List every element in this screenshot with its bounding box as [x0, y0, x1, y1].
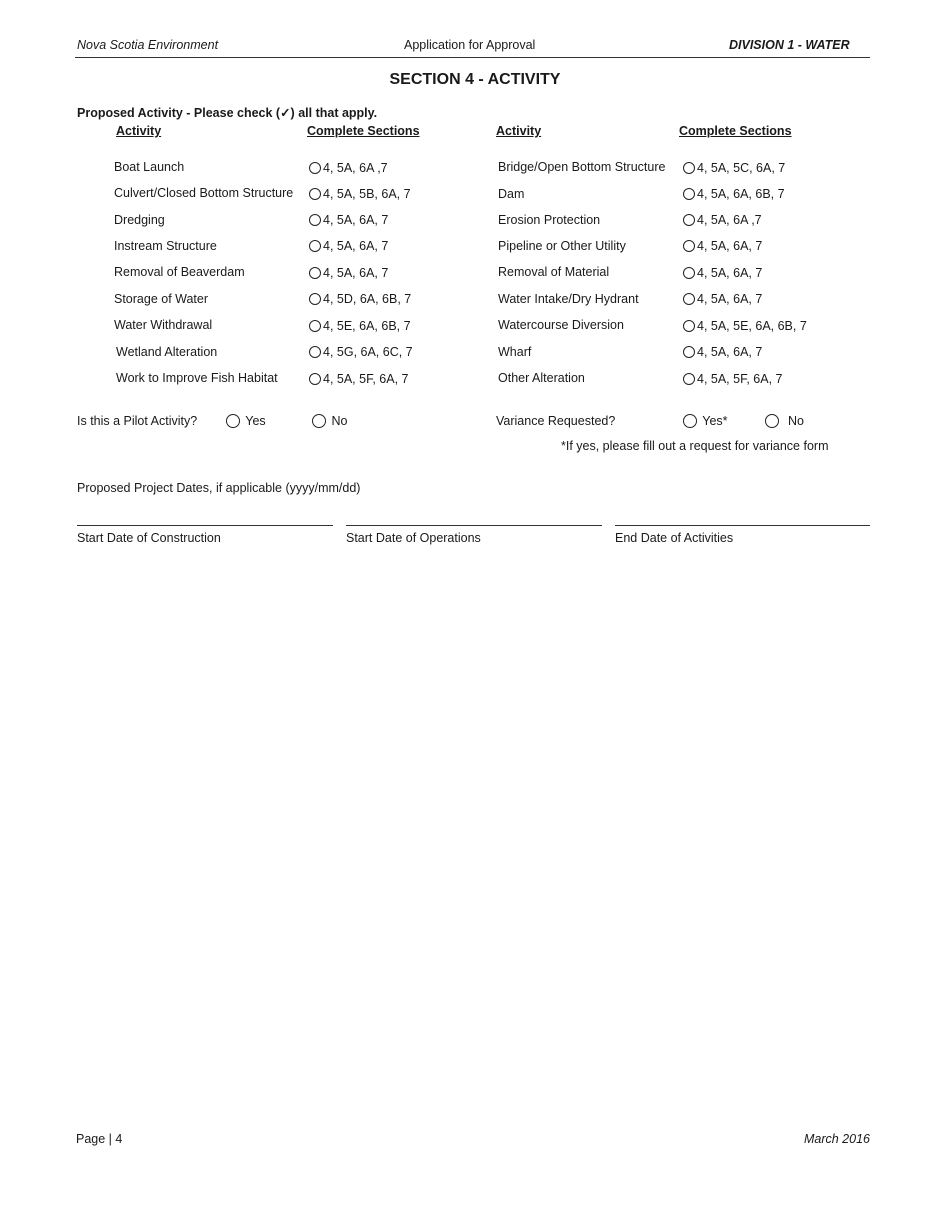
radio-button-icon[interactable]	[309, 373, 321, 385]
activity-label: Boat Launch	[114, 160, 185, 174]
activity-option[interactable]: 4, 5A, 6A, 6B, 7	[683, 187, 785, 201]
start-construction-date-field[interactable]	[77, 525, 333, 526]
activity-option[interactable]: 4, 5A, 6A, 7	[683, 292, 762, 306]
activity-option[interactable]: 4, 5A, 6A, 7	[309, 239, 388, 253]
header-divider	[75, 57, 870, 58]
activity-option[interactable]: 4, 5A, 5C, 6A, 7	[683, 161, 785, 175]
pilot-activity-question: Is this a Pilot Activity?	[77, 414, 198, 428]
variance-no-option[interactable]: No	[765, 414, 804, 428]
radio-button-icon[interactable]	[683, 414, 697, 428]
radio-button-icon[interactable]	[312, 414, 326, 428]
radio-button-icon[interactable]	[309, 267, 321, 279]
activity-label: Watercourse Diversion	[498, 318, 624, 332]
pilot-no-option[interactable]: No	[312, 414, 347, 428]
radio-button-icon[interactable]	[309, 320, 321, 332]
start-operations-date-field[interactable]	[346, 525, 602, 526]
left-activity-heading: Activity	[116, 124, 162, 138]
activity-option[interactable]: 4, 5A, 5B, 6A, 7	[309, 187, 411, 201]
activity-option[interactable]: 4, 5D, 6A, 6B, 7	[309, 292, 411, 306]
activity-option[interactable]: 4, 5A, 5E, 6A, 6B, 7	[683, 319, 807, 333]
radio-button-icon[interactable]	[309, 240, 321, 252]
activity-label: Other Alteration	[498, 371, 585, 385]
variance-yes-option[interactable]: Yes*	[683, 414, 728, 428]
radio-button-icon[interactable]	[309, 346, 321, 358]
variance-note: *If yes, please fill out a request for variance form	[561, 439, 829, 453]
activity-label: Wetland Alteration	[116, 345, 218, 359]
radio-button-icon[interactable]	[683, 346, 695, 358]
activity-option[interactable]: 4, 5A, 6A, 7	[683, 266, 762, 280]
activity-option[interactable]: 4, 5A, 6A ,7	[309, 161, 388, 175]
activity-label: Pipeline or Other Utility	[498, 239, 626, 253]
activity-option[interactable]: 4, 5A, 6A, 7	[309, 266, 388, 280]
header-document-title: Application for Approval	[404, 38, 536, 52]
activity-label: Erosion Protection	[498, 213, 601, 227]
activity-option[interactable]: 4, 5G, 6A, 6C, 7	[309, 345, 413, 359]
activity-option[interactable]: 4, 5A, 6A ,7	[683, 213, 762, 227]
activity-label: Bridge/Open Bottom Structure	[498, 160, 666, 174]
radio-button-icon[interactable]	[309, 162, 321, 174]
activity-option[interactable]: 4, 5A, 5F, 6A, 7	[683, 372, 782, 386]
instruction-text: Proposed Activity - Please check (✓) all that apply.	[77, 106, 378, 120]
pilot-yes-option[interactable]: Yes	[226, 414, 266, 428]
activity-option[interactable]: 4, 5A, 6A, 7	[683, 239, 762, 253]
start-construction-label: Start Date of Construction	[77, 531, 221, 545]
activity-label: Culvert/Closed Bottom Structure	[114, 186, 294, 200]
left-sections-heading: Complete Sections	[307, 124, 420, 138]
end-activities-date-field[interactable]	[615, 525, 870, 526]
activity-label: Storage of Water	[114, 292, 209, 306]
radio-button-icon[interactable]	[683, 240, 695, 252]
radio-button-icon[interactable]	[765, 414, 779, 428]
activity-option[interactable]: 4, 5A, 5F, 6A, 7	[309, 372, 408, 386]
footer-date: March 2016	[803, 1132, 870, 1146]
activity-label: Water Intake/Dry Hydrant	[498, 292, 639, 306]
activity-label: Dredging	[114, 213, 165, 227]
variance-question: Variance Requested?	[496, 414, 616, 428]
page-number: Page | 4	[76, 1132, 123, 1146]
activity-option[interactable]: 4, 5E, 6A, 6B, 7	[309, 319, 411, 333]
header-organization: Nova Scotia Environment	[77, 38, 219, 52]
activity-option[interactable]: 4, 5A, 6A, 7	[309, 213, 388, 227]
project-dates-label: Proposed Project Dates, if applicable (yyyy/mm/dd)	[77, 481, 361, 495]
radio-button-icon[interactable]	[309, 214, 321, 226]
radio-button-icon[interactable]	[309, 293, 321, 305]
activity-label: Removal of Beaverdam	[114, 265, 245, 279]
activity-label: Removal of Material	[498, 265, 610, 279]
activity-label: Instream Structure	[114, 239, 217, 253]
header-division: DIVISION 1 - WATER	[729, 38, 850, 52]
radio-button-icon[interactable]	[683, 162, 695, 174]
radio-button-icon[interactable]	[683, 214, 695, 226]
activity-label: Work to Improve Fish Habitat	[116, 371, 278, 385]
radio-button-icon[interactable]	[683, 320, 695, 332]
end-activities-label: End Date of Activities	[615, 531, 734, 545]
radio-button-icon[interactable]	[683, 373, 695, 385]
radio-button-icon[interactable]	[683, 293, 695, 305]
radio-button-icon[interactable]	[683, 188, 695, 200]
activity-label: Water Withdrawal	[114, 318, 213, 332]
radio-button-icon[interactable]	[309, 188, 321, 200]
activity-label: Dam	[498, 187, 525, 201]
section-title: SECTION 4 - ACTIVITY	[389, 71, 561, 88]
start-operations-label: Start Date of Operations	[346, 531, 481, 545]
activity-label: Wharf	[498, 345, 532, 359]
activity-option[interactable]: 4, 5A, 6A, 7	[683, 345, 762, 359]
right-activity-heading: Activity	[496, 124, 542, 138]
right-sections-heading: Complete Sections	[679, 124, 792, 138]
radio-button-icon[interactable]	[683, 267, 695, 279]
radio-button-icon[interactable]	[226, 414, 240, 428]
